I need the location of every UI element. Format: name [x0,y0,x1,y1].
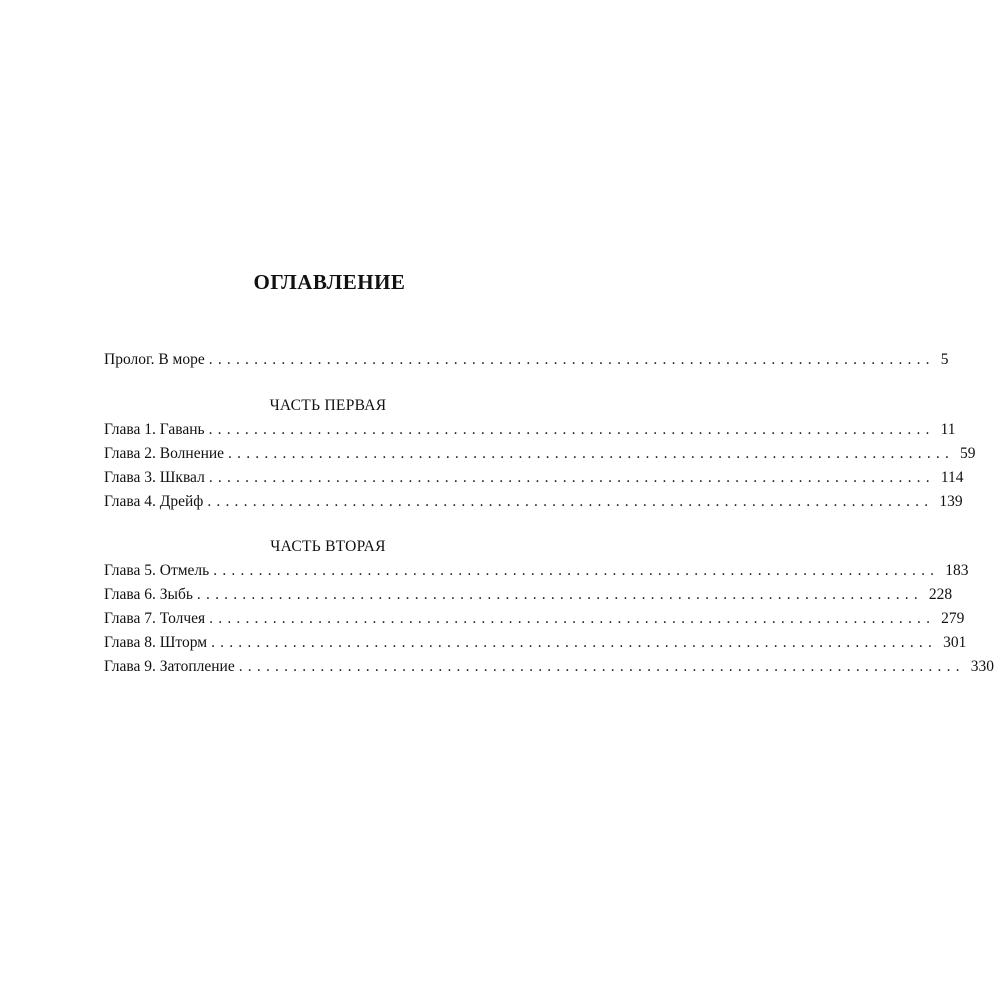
toc-entry-chapter-4[interactable] [104,490,963,514]
toc-entry-chapter-2[interactable] [104,442,976,466]
toc-entry-page: 139 [939,493,963,510]
toc-entry-label: Глава 8. Шторм [104,634,208,651]
toc-entry-page: 301 [943,634,967,651]
dot-leader: ................................................................................ [208,421,935,438]
toc-entry-page: 114 [940,469,964,486]
dot-leader: ................................................................................ [208,469,935,486]
toc-entry-label: Глава 9. Затопление [104,658,235,675]
toc-entry-label: Пролог. В море [104,351,205,368]
toc-entry-chapter-8[interactable] [104,631,967,655]
toc-entry-chapter-3[interactable] [104,466,964,490]
toc-entry-page: 183 [945,562,969,579]
dot-leader: ................................................................................ [209,610,936,627]
toc-prologue-block [104,348,949,372]
toc-title: ОГЛАВЛЕНИЕ [253,270,406,294]
toc-entry-label: Глава 5. Отмель [104,562,210,579]
dot-leader: ................................................................................ [207,493,934,510]
toc-entry-label: Глава 3. Шквал [104,469,205,486]
toc-entry-page: 59 [960,445,976,462]
toc-entry-chapter-5[interactable] [104,559,969,583]
dot-leader: ................................................................................ [228,445,955,462]
toc-entry-chapter-7[interactable] [104,607,965,631]
toc-entry-page: 228 [928,586,953,603]
toc-entry-chapter-9[interactable] [104,655,994,679]
toc-entry-chapter-6[interactable] [104,583,953,607]
dot-leader: ................................................................................ [213,562,940,579]
toc-entry-page: 11 [940,421,956,438]
toc-entry-label: Глава 1. Гавань [104,421,205,438]
dot-leader: ................................................................................ [211,634,938,651]
toc-entry-page: 330 [970,658,994,675]
toc-entry-label: Глава 6. Зыбь [104,586,193,603]
part-heading: ЧАСТЬ ВТОРАЯ [270,538,386,555]
toc-entry-page: 5 [940,351,949,368]
toc-entry-label: Глава 4. Дрейф [104,493,204,510]
toc-entry-prologue[interactable] [104,348,949,372]
dot-leader: ................................................................................ [238,658,965,675]
toc-entry-page: 279 [941,610,965,627]
toc-entry-label: Глава 7. Толчея [104,610,206,627]
dot-leader: ................................................................................ [196,586,923,603]
toc-part-1-block [104,394,976,514]
part-heading: ЧАСТЬ ПЕРВАЯ [269,397,387,414]
toc-entry-chapter-1[interactable] [104,418,956,442]
toc-entry-label: Глава 2. Волнение [104,445,225,462]
dot-leader: ................................................................................ [208,351,935,368]
toc-part-2-block [104,535,994,679]
